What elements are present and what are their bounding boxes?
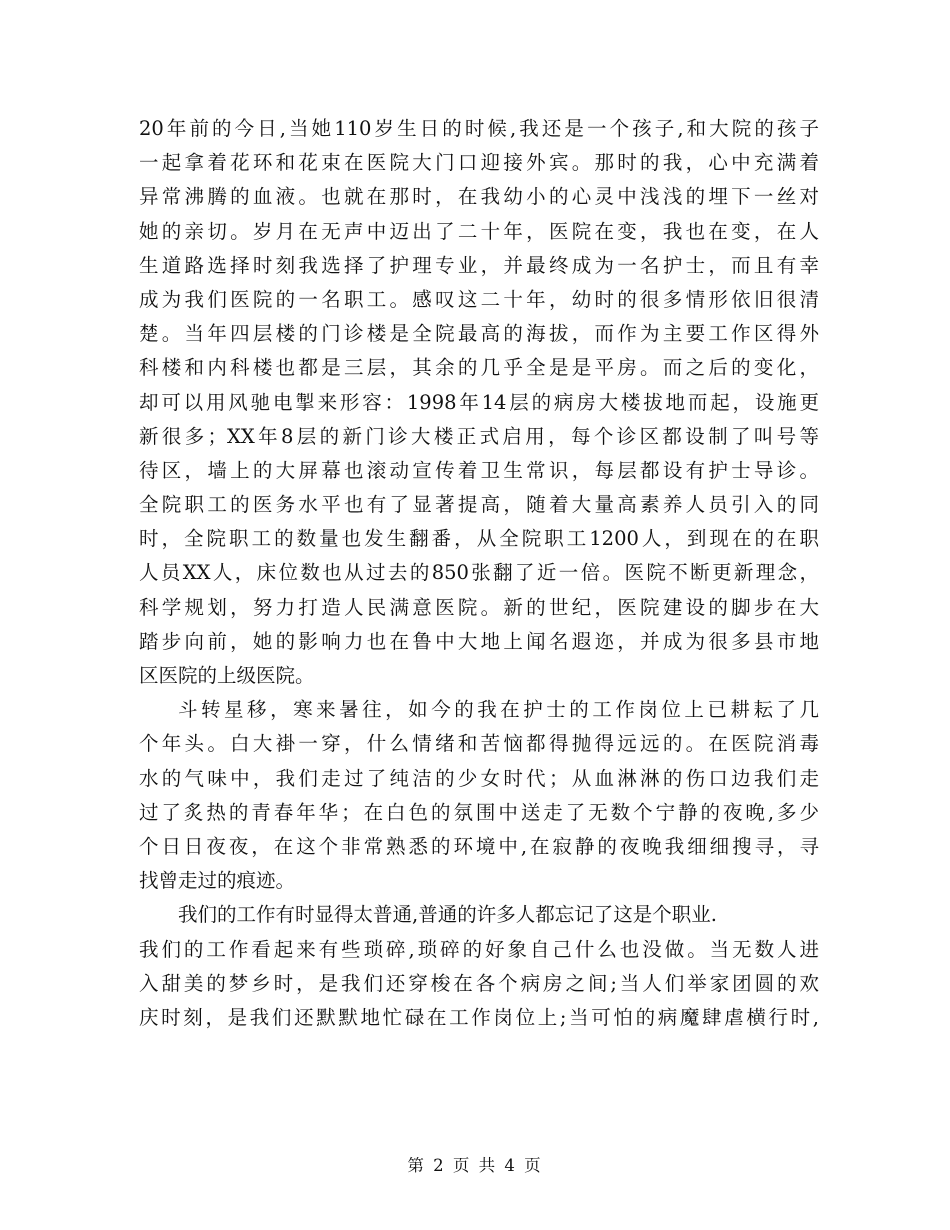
text-line: 科楼和内科楼也都是三层，其余的几乎全是是平房。而之后的变化，: [139, 356, 819, 380]
text-line: 科学规划，努力打造人民满意医院。新的世纪，医院建设的脚步在大: [139, 595, 819, 619]
text-line: 异常沸腾的血液。也就在那时，在我幼小的心灵中浅浅的埋下一丝对: [139, 185, 819, 209]
text-line: 却可以用风驰电掣来形容：1998年14层的病房大楼拔地而起，设施更: [139, 390, 819, 414]
paragraph-first-line: 斗转星移，寒来暑往，如今的我在护士的工作岗位上已耕耘了几: [178, 698, 819, 722]
text-line: 入甜美的梦乡时，是我们还穿梭在各个病房之间;当人们举家团圆的欢: [139, 971, 819, 995]
text-line: 人员XX人，床位数也从过去的850张翻了近一倍。医院不断更新理念，: [139, 561, 819, 585]
text-line: 我们的工作看起来有些琐碎,琐碎的好象自己什么也没做。当无数人进: [139, 937, 819, 961]
text-line: 全院职工的医务水平也有了显著提高，随着大量高素养人员引入的同: [139, 493, 819, 517]
text-line: 待区，墙上的大屏幕也滚动宣传着卫生常识，每层都设有护士导诊。: [139, 458, 819, 482]
text-line: 区医院的上级医院。: [139, 664, 315, 687]
text-line: 时，全院职工的数量也发生翻番，从全院职工1200人，到现在的在职: [139, 527, 819, 551]
text-line: 她的亲切。岁月在无声中迈出了二十年，医院在变，我也在变，在人: [139, 219, 819, 243]
text-line: 过了炙热的青春年华；在白色的氛围中送走了无数个宁静的夜晚,多少: [139, 800, 819, 824]
text-line: 庆时刻，是我们还默默地忙碌在工作岗位上;当可怕的病魔肆虐横行时,: [139, 1005, 819, 1029]
text-line: 楚。当年四层楼的门诊楼是全院最高的海拔，而作为主要工作区得外: [139, 322, 819, 346]
text-line: 成为我们医院的一名职工。感叹这二十年，幼时的很多情形依旧很清: [139, 287, 819, 311]
text-line: 生道路选择时刻我选择了护理专业，并最终成为一名护士，而且有幸: [139, 253, 819, 277]
paragraph-first-line: 我们的工作有时显得太普通,普通的许多人都忘记了这是个职业.: [178, 903, 717, 927]
text-line: 个年头。白大褂一穿，什么情绪和苦恼都得抛得远远的。在医院消毒: [139, 732, 819, 756]
text-line: 新很多；XX年8层的新门诊大楼正式启用，每个诊区都设制了叫号等: [139, 424, 819, 448]
text-line: 个日日夜夜，在这个非常熟悉的环境中,在寂静的夜晚我细细搜寻，寻: [139, 834, 819, 858]
text-line: 踏步向前，她的影响力也在鲁中大地上闻名遐迩，并成为很多县市地: [139, 629, 819, 653]
text-line: 水的气味中，我们走过了纯洁的少女时代；从血淋淋的伤口边我们走: [139, 766, 819, 790]
page-number-footer: 第 2 页 共 4 页: [407, 1156, 543, 1175]
text-line: 找曾走过的痕迹。: [139, 869, 296, 893]
document-body: [139, 112, 819, 1035]
text-line: 20年前的今日,当她110岁生日的时候,我还是一个孩子,和大院的孩子: [139, 117, 819, 140]
text-line: 一起拿着花环和花束在医院大门口迎接外宾。那时的我，心中充满着: [139, 151, 819, 175]
